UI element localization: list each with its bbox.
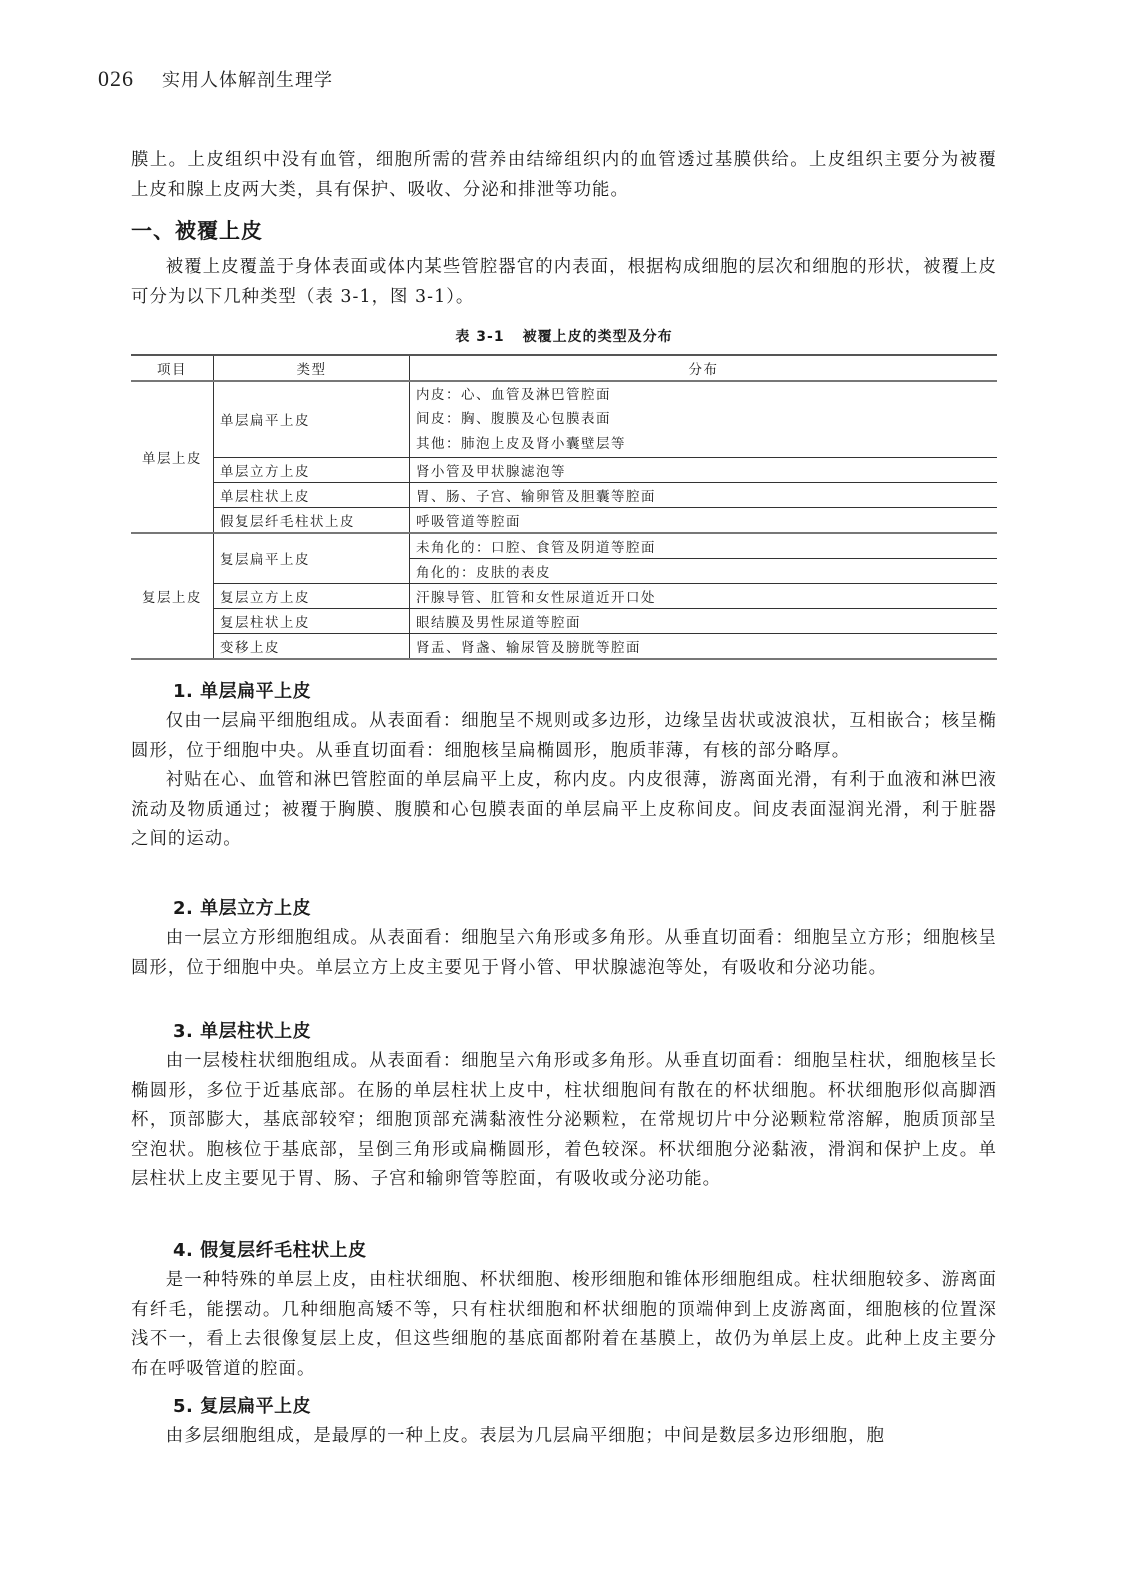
type-cell: 复层立方上皮 bbox=[214, 583, 410, 608]
distribution-cell: 肾盂、肾盏、输尿管及膀胱等腔面 bbox=[410, 633, 998, 659]
subsection-2 bbox=[131, 894, 997, 983]
section-intro-block bbox=[131, 253, 997, 312]
paragraph: 由多层细胞组成，是最厚的一种上皮。表层为几层扁平细胞；中间是数层多边形细胞，胞 bbox=[165, 1426, 885, 1446]
subsection-title: 5. 复层扁平上皮 bbox=[173, 1396, 312, 1417]
type-cell: 复层扁平上皮 bbox=[214, 533, 410, 584]
group-name: 单层上皮 bbox=[131, 381, 214, 533]
table-caption-title: 被覆上皮的类型及分布 bbox=[522, 329, 673, 345]
type-cell: 变移上皮 bbox=[214, 633, 410, 659]
subsection-1 bbox=[131, 677, 997, 855]
paragraph: 由一层立方形细胞组成。从表面看：细胞呈六角形或多角形。从垂直切面看：细胞呈立方形；细胞核呈圆形，位于细胞中央。单层立方上皮主要见于肾小管、甲状腺滤泡等处，有吸收和分泌功能。 bbox=[131, 928, 997, 978]
distribution-cell: 胃、肠、子宫、输卵管及胆囊等腔面 bbox=[410, 482, 998, 507]
table-row bbox=[131, 457, 997, 482]
type-cell: 单层立方上皮 bbox=[214, 457, 410, 482]
type-cell: 单层柱状上皮 bbox=[214, 482, 410, 507]
paragraph: 仅由一层扁平细胞组成。从表面看：细胞呈不规则或多边形，边缘呈齿状或波浪状，互相嵌合；核呈椭圆形，位于细胞中央。从垂直切面看：细胞核呈扁椭圆形，胞质菲薄，有核的部分略厚。 bbox=[131, 711, 997, 761]
table-header-row bbox=[131, 355, 997, 381]
paragraph: 衬贴在心、血管和淋巴管腔面的单层扁平上皮，称内皮。内皮很薄，游离面光滑，有利于血液和淋巴液流动及物质通过；被覆于胸膜、腹膜和心包膜表面的单层扁平上皮称间皮。间皮表面湿润光滑，利于脏器之间的运动。 bbox=[131, 770, 997, 849]
header-distribution: 分布 bbox=[410, 355, 998, 381]
header-item: 项目 bbox=[131, 355, 214, 381]
running-head bbox=[98, 66, 333, 92]
paragraph: 是一种特殊的单层上皮，由柱状细胞、杯状细胞、梭形细胞和锥体形细胞组成。柱状细胞较多、游离面有纤毛，能摆动。几种细胞高矮不等，只有柱状细胞和杯状细胞的顶端伸到上皮游离面，细胞核的位置深浅不一，看上去很像复层上皮，但这些细胞的基底面都附着在基膜上，故仍为单层上皮。此种上皮主要分布在呼吸管道的腔面。 bbox=[131, 1270, 997, 1379]
subsection-4 bbox=[131, 1236, 997, 1384]
section-intro: 被覆上皮覆盖于身体表面或体内某些管腔器官的内表面，根据构成细胞的层次和细胞的形状，被覆上皮可分为以下几种类型（表 3-1，图 3-1）。 bbox=[131, 257, 997, 307]
header-type: 类型 bbox=[214, 355, 410, 381]
subsection-5 bbox=[131, 1392, 997, 1452]
type-cell: 复层柱状上皮 bbox=[214, 608, 410, 633]
type-cell: 单层扁平上皮 bbox=[214, 381, 410, 457]
epithelium-table bbox=[131, 354, 997, 660]
distribution-cell: 呼吸管道等腔面 bbox=[410, 507, 998, 533]
intro-block bbox=[131, 146, 997, 205]
intro-paragraph: 膜上。上皮组织中没有血管，细胞所需的营养由结缔组织内的血管透过基膜供给。上皮组织主要分为被覆上皮和腺上皮两大类，具有保护、吸收、分泌和排泄等功能。 bbox=[131, 150, 997, 200]
distribution-cell: 汗腺导管、肛管和女性尿道近开口处 bbox=[410, 583, 998, 608]
paragraph: 由一层棱柱状细胞组成。从表面看：细胞呈六角形或多角形。从垂直切面看：细胞呈柱状，细胞核呈长椭圆形，多位于近基底部。在肠的单层柱状上皮中，柱状细胞间有散在的杯状细胞。杯状细胞形似高脚酒杯，顶部膨大，基底部较窄；细胞顶部充满黏液性分泌颗粒，在常规切片中分泌颗粒常溶解，胞质顶部呈空泡状。胞核位于基底部，呈倒三角形或扁椭圆形，着色较深。杯状细胞分泌黏液，滑润和保护上皮。单层柱状上皮主要见于胃、肠、子宫和输卵管等腔面，有吸收或分泌功能。 bbox=[131, 1051, 997, 1189]
table-row bbox=[131, 583, 997, 608]
distribution-cell bbox=[410, 381, 998, 457]
type-cell: 假复层纤毛柱状上皮 bbox=[214, 507, 410, 533]
distribution-line: 内皮：心、血管及淋巴管腔面 bbox=[416, 387, 611, 403]
subsection-title: 2. 单层立方上皮 bbox=[173, 898, 312, 919]
subsection-3 bbox=[131, 1017, 997, 1195]
table-row bbox=[131, 482, 997, 507]
table-row bbox=[131, 381, 997, 457]
table-caption bbox=[131, 326, 997, 346]
table-caption-number: 表 3-1 bbox=[455, 329, 505, 345]
distribution-cell: 角化的：皮肤的表皮 bbox=[410, 558, 998, 583]
distribution-line: 其他：肺泡上皮及肾小囊壁层等 bbox=[416, 435, 626, 452]
distribution-line: 间皮：胸、腹膜及心包膜表面 bbox=[416, 411, 611, 428]
distribution-cell: 未角化的：口腔、食管及阴道等腔面 bbox=[410, 533, 998, 559]
table-row bbox=[131, 633, 997, 659]
section-title: 一、被覆上皮 bbox=[131, 219, 263, 243]
subsection-title: 4. 假复层纤毛柱状上皮 bbox=[173, 1240, 367, 1261]
table-row bbox=[131, 507, 997, 533]
distribution-cell: 眼结膜及男性尿道等腔面 bbox=[410, 608, 998, 633]
group-name: 复层上皮 bbox=[131, 533, 214, 659]
subsection-title: 3. 单层柱状上皮 bbox=[173, 1021, 312, 1042]
table-row bbox=[131, 608, 997, 633]
page-number: 026 bbox=[98, 66, 134, 91]
book-title: 实用人体解剖生理学 bbox=[162, 70, 334, 91]
table-row bbox=[131, 533, 997, 559]
distribution-cell: 肾小管及甲状腺滤泡等 bbox=[410, 457, 998, 482]
subsection-title: 1. 单层扁平上皮 bbox=[173, 681, 312, 702]
